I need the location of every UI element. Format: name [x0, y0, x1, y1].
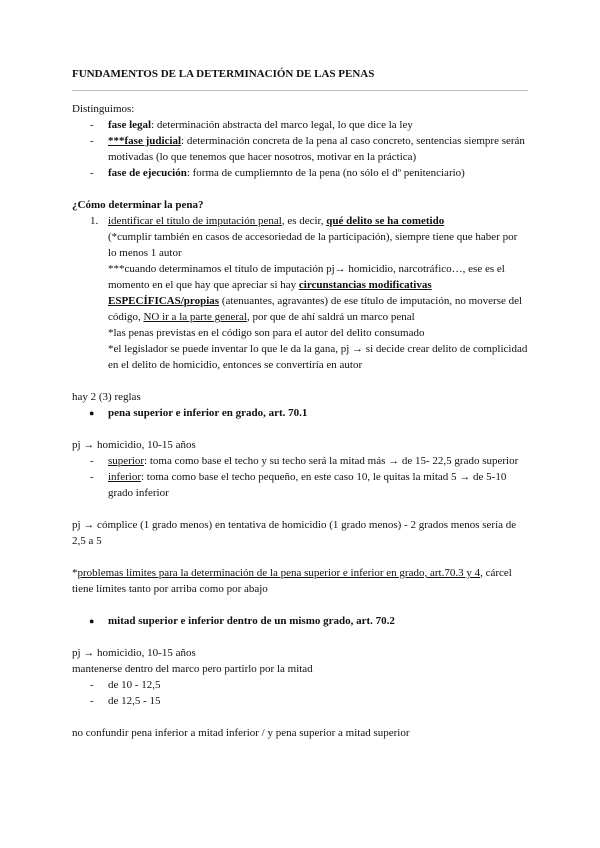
list-item — [72, 133, 528, 165]
phase-desc: : determinación abstracta del marco legal, lo que dice la ley — [151, 119, 413, 131]
list-item — [72, 469, 528, 501]
title-divider — [72, 90, 528, 91]
step-note: (*cumplir también en casos de accesoriedad de la participación), siempre tiene que haber por lo menos 1 autor — [108, 231, 518, 259]
list-item: - de 10 - 12,5 — [72, 677, 528, 693]
note-star: * — [72, 567, 78, 579]
step-title: identificar el título de imputación penal — [108, 215, 282, 227]
complice-paragraph: pj → cómplice (1 grado menos) en tentativa de homicidio (1 grado menos) - 2 grados menos sería de 2,5 a 5 — [72, 519, 517, 547]
rules-list — [72, 405, 528, 421]
phase-term: fase legal — [108, 119, 152, 131]
example-line: mantenerse dentro del marco pero partirlo por la mitad — [72, 663, 313, 675]
list-item: - de 12,5 - 15 — [72, 693, 528, 709]
list-item: ● mitad superior e inferior dentro de un mismo grado, art. 70.2 — [72, 613, 528, 629]
example-list — [72, 453, 528, 501]
note-text: , por que de ahí saldrá un marco penal — [246, 311, 415, 323]
problemas-text: , cárcel tiene límites tanto por arriba como por abajo — [72, 567, 512, 595]
example-term: superior — [108, 455, 145, 467]
phase-desc: : determinación concreta de la pena al caso concreto, sentencias siempre serán motivadas (lo que tenemos que hacer nosotros, motivar en la práctica) — [108, 135, 525, 163]
distinguimos-intro: Distinguimos: — [72, 103, 135, 115]
step-emphasis: qué delito se ha cometido — [326, 215, 445, 227]
example-list — [72, 677, 528, 709]
phase-term: fase de ejecución — [108, 167, 187, 179]
list-item — [72, 453, 528, 469]
phase-desc: : forma de cumpliemnto de la pena (no sólo el dº penitenciario) — [186, 167, 465, 179]
heading-text: ¿Cómo determinar la pena? — [72, 199, 204, 211]
example-desc: : toma como base el techo y su techo será la mitad más → de 15- 22,5 grado superior — [144, 455, 519, 467]
section-heading — [72, 197, 528, 213]
note-text: ***cuando determinamos el título de imputación pj→ homicidio, narcotráfico…, ese es el momento en el que hay que apreciar si hay — [108, 263, 505, 291]
steps-list — [72, 213, 528, 373]
note-emphasis: circunstancias modificativas ESPECÍFICAS/propias — [108, 279, 432, 307]
list-item — [72, 165, 528, 181]
phases-list — [72, 117, 528, 181]
note-underline: NO ir a la parte general — [143, 311, 247, 323]
reglas-intro: hay 2 (3) reglas — [72, 391, 141, 403]
step-note — [108, 261, 528, 325]
page-title: FUNDAMENTOS DE LA DETERMINACIÓN DE LAS PENAS — [72, 68, 375, 80]
example-intro: pj → homicidio, 10-15 años — [72, 439, 196, 451]
problemas-underline: problemas límites para la determinación de la pena superior e inferior en grado, art.70.3 y 4 — [77, 567, 481, 579]
example-desc: : toma como base el techo pequeño, en este caso 10, le quitas la mitad 5 → de 5-10 grado inferior — [108, 471, 507, 499]
document-page — [72, 66, 528, 741]
example-intro: pj → homicidio, 10-15 años — [72, 647, 196, 659]
note-text: (atenuantes, agravantes) de ese título de imputación, no moverse del código, — [108, 295, 523, 323]
list-item — [72, 213, 528, 373]
example-term: inferior — [108, 471, 141, 483]
phase-term: ***fase judicial — [108, 135, 182, 147]
list-item — [72, 117, 528, 133]
problemas-paragraph — [72, 565, 528, 597]
item-number: 1. — [90, 215, 99, 227]
example-section — [72, 437, 528, 501]
step-connector: , es decir, — [281, 215, 327, 227]
step-note: *el legislador se puede inventar lo que le da la gana, pj → si decide crear delito de complicidad en el delito de homicidio, entonces se convertiría en autor — [108, 343, 528, 371]
rules-list-2 — [72, 613, 528, 629]
como-section — [72, 197, 528, 373]
step-note: *las penas previstas en el código son para el autor del delito consumado — [108, 327, 425, 339]
distinguimos-section — [72, 101, 528, 181]
reglas-section — [72, 389, 528, 421]
example-section-2 — [72, 645, 528, 709]
final-paragraph: no confundir pena inferior a mitad inferior / y pena superior a mitad superior — [72, 727, 410, 739]
step-line — [108, 213, 528, 229]
list-item: ● pena superior e inferior en grado, art. 70.1 — [72, 405, 528, 421]
